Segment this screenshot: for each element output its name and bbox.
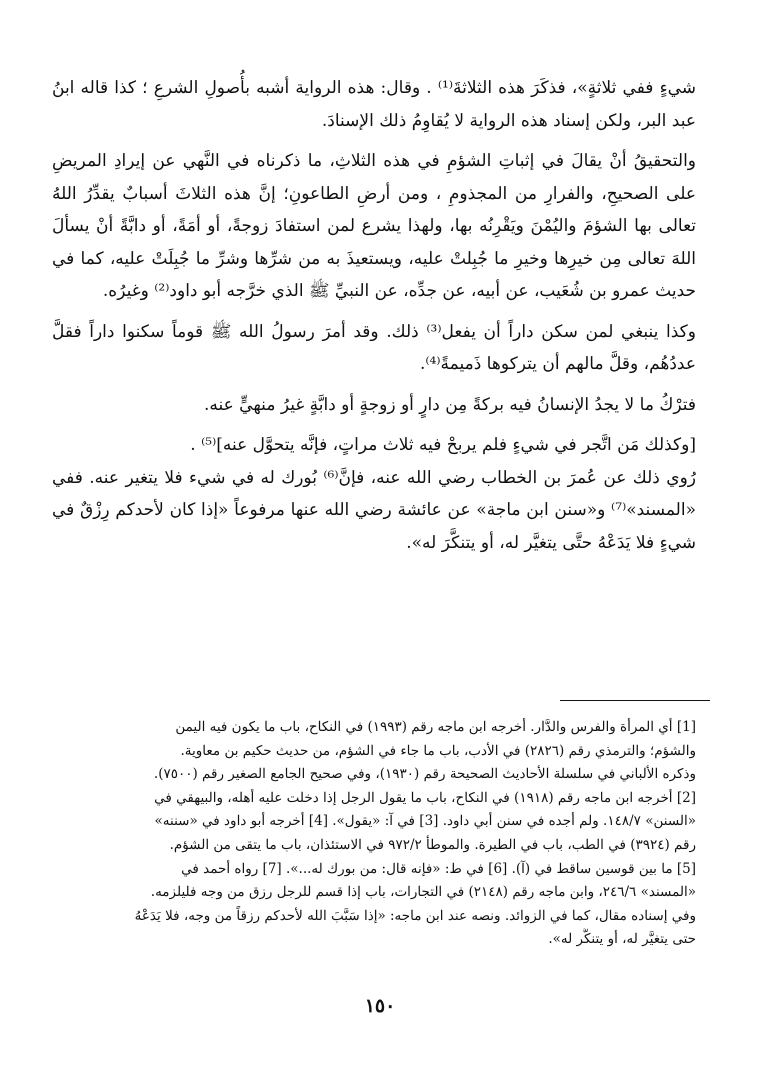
footnote-line: وفي إسناده مقال، كما في الزوائد. ونصه عند ابن ماجه: «إذا سَبَّبَ الله لأحدكم رزقاً من وجه، فلا يَدَعْهُ	[134, 907, 696, 924]
footnotes	[52, 716, 696, 952]
footnote-line: والشؤم؛ والترمذي رقم (٢٨٢٦) في الأدب، باب ما جاء في الشؤم، من حديث حكيم بن معاوية.	[180, 742, 696, 759]
footnote-line: «المسند» ٢٤٦/٦، وابن ماجه رقم (٢١٤٨) في التجارات، باب إذا قسم للرجل رزق من وجه فليلزمه.	[150, 884, 696, 901]
paragraph-3: وكذا ينبغي لمن سكن داراً أن يفعل⁽³⁾ ذلك. وقد أمرَ رسولُ الله ﷺ قوماً سكنوا داراً فقلَّ عددُهُم، وقلَّ مالهم أن يتركوها ذَميمةً⁽⁴⁾.	[52, 321, 696, 374]
footnote-line: وذكره الألباني في سلسلة الأحاديث الصحيحة رقم (١٩٣٠)، وفي صحيح الجامع الصغير رقم (٧٥٠٠).	[153, 766, 696, 783]
footnote-line: حتى يتغيَّر له، أو يتنكَّر له».	[548, 931, 696, 948]
paragraph-2: والتحقيقُ أنْ يقالَ في إثباتِ الشؤمِ في هذه الثلاثِ، ما ذكرناه في النَّهي عن إيرادِ المريضِ على الصحيحِ، والفرارِ من المجذومِ ، ومن أرضِ الطاعونِ؛ إنَّ هذه الثلاثَ أسبابٌ يقدِّرُ اللهُ تعالى بها الشؤمَ واليُمْنَ ويَقْرِنُه بها، ولهذا يشرع لمن استفادَ زوجةً، أو أمَةً، أو دابَّةً أنْ يسألَ اللهَ تعالى مِن خيرِها وخيرِ ما جُبِلتْ عليه، ويستعيذَ به من شرِّها وشرِّ ما جُبِلَتْ عليه، كما في حديث عمرو بن شُعَيب، عن أبيه، عن جدِّه، عن النبيِّ ﷺ الذي خرَّجه أبو داود⁽²⁾ وغيرُه.	[52, 151, 696, 301]
page-number: ١٥٠	[364, 995, 396, 1017]
footnote-divider	[560, 700, 710, 701]
paragraph-4: فترْكُ ما لا يجدُ الإنسانُ فيه بركةً مِن دارٍ أو زوجةٍ أو دابَّةٍ غيرُ منهيٍّ عنه.	[203, 394, 696, 415]
paragraph-1: شيءٍ ففي ثلاثةٍ»، فذكَرَ هذه الثلاثةَ⁽¹⁾ . وقال: هذه الرواية أشبه بأُصولِ الشرعِ ؛ كذا قاله ابنُ عبد البر، ولكن إسناد هذه الرواية لا يُقاوِمُ ذلك الإسنادَ.	[52, 78, 696, 131]
footnote-line: [1] أي المرأة والفرس والدَّار. أخرجه ابن ماجه رقم (١٩٩٣) في النكاح، باب ما يكون فيه اليمن	[175, 719, 696, 735]
footnote-line: [5] ما بين قوسين ساقط في (آ). [6] في ط: «فإنه قال: من بورك له...». [7] رواه أحمد في	[181, 860, 696, 877]
main-text	[52, 72, 696, 559]
paragraph-6: رُوي ذلك عن عُمرَ بن الخطاب رضي الله عنه، فإنَّ⁽⁶⁾ بُورك له في شيء فلا يتغير عنه. ففي «المسند»⁽⁷⁾ و«سنن ابن ماجة» عن عائشة رضي الله عنها مرفوعاً «إذا كان لأحدكم رِزْقٌ في شيءٍ فلا يَدَعْهُ حتَّى يتغيَّر له، أو يتنكَّرَ له».	[52, 467, 696, 553]
footnote-line: «السنن» ١٤٨/٧. ولم أجده في سنن أبي داود. [3] في آ: «يقول». [4] أخرجه أبو داود في «سننه»	[154, 813, 696, 830]
footnote-line: [2] أخرجه ابن ماجه رقم (١٩١٨) في النكاح، باب ما يقول الرجل إذا دخلت عليه أهله، والبيهقي في	[154, 789, 696, 806]
paragraph-5: [وكذلك مَن اتَّجر في شيءٍ فلم يربحْ فيه ثلاث مراتٍ، فإنَّه يتحوَّل عنه]⁽⁵⁾ .	[190, 435, 696, 455]
footnote-line: رقم (٣٩٢٤) في الطب، باب في الطيرة. والموطأ ٩٧٢/٢ في الاستئذان، باب ما يتقى من الشؤم.	[169, 836, 696, 853]
